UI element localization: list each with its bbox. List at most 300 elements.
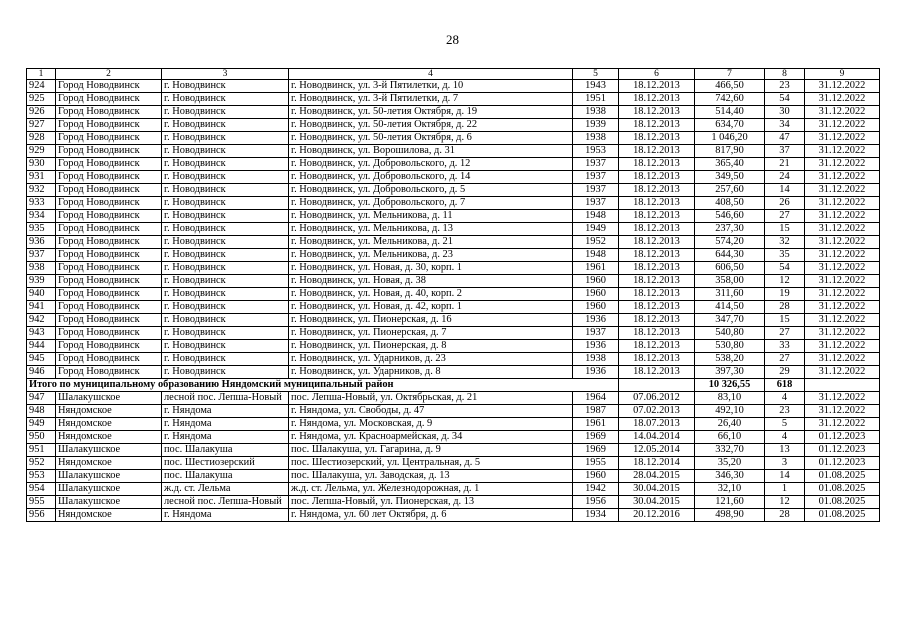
resettlement-deadline-cell: 31.12.2022 [805, 197, 880, 210]
residents-count-cell: 15 [765, 314, 805, 327]
municipality-cell: Няндомское [56, 431, 162, 444]
municipality-cell: Город Новодвинск [56, 197, 162, 210]
settlement-cell: пос. Шестиозерский [162, 457, 289, 470]
settlement-cell: г. Новодвинск [162, 119, 289, 132]
address-cell: г. Новодвинск, ул. Ударников, д. 8 [289, 366, 573, 379]
area-cell: 346,30 [695, 470, 765, 483]
year-built-cell: 1938 [573, 353, 619, 366]
resettlement-deadline-cell: 31.12.2022 [805, 223, 880, 236]
year-built-cell: 1948 [573, 249, 619, 262]
year-built-cell: 1948 [573, 210, 619, 223]
recognition-date-cell: 18.12.2013 [619, 132, 695, 145]
row-number-cell: 952 [27, 457, 56, 470]
row-number-cell: 942 [27, 314, 56, 327]
year-built-cell: 1938 [573, 132, 619, 145]
table-row [27, 210, 880, 223]
area-cell: 358,00 [695, 275, 765, 288]
resettlement-deadline-cell: 31.12.2022 [805, 171, 880, 184]
table-row [27, 184, 880, 197]
recognition-date-cell: 07.02.2013 [619, 405, 695, 418]
municipality-cell: Город Новодвинск [56, 145, 162, 158]
address-cell: г. Новодвинск, ул. Мельникова, д. 13 [289, 223, 573, 236]
residents-count-cell: 28 [765, 301, 805, 314]
year-built-cell: 1964 [573, 392, 619, 405]
settlement-cell: пос. Шалакуша [162, 470, 289, 483]
residents-count-cell: 37 [765, 145, 805, 158]
area-cell: 530,80 [695, 340, 765, 353]
column-header-5: 5 [573, 69, 619, 80]
recognition-date-cell: 20.12.2016 [619, 509, 695, 522]
settlement-cell: г. Новодвинск [162, 327, 289, 340]
year-built-cell: 1937 [573, 197, 619, 210]
address-cell: г. Новодвинск, ул. Новая, д. 42, корп. 1 [289, 301, 573, 314]
residents-count-cell: 14 [765, 184, 805, 197]
municipality-cell: Город Новодвинск [56, 132, 162, 145]
residents-count-cell: 21 [765, 158, 805, 171]
area-cell: 817,90 [695, 145, 765, 158]
residents-count-cell: 27 [765, 353, 805, 366]
area-cell: 332,70 [695, 444, 765, 457]
address-cell: ж.д. ст. Лельма, ул. Железнодорожная, д. 1 [289, 483, 573, 496]
row-number-cell: 951 [27, 444, 56, 457]
column-header-2: 2 [56, 69, 162, 80]
residents-count-cell: 12 [765, 496, 805, 509]
municipality-cell: Шалакушское [56, 444, 162, 457]
year-built-cell: 1936 [573, 340, 619, 353]
area-cell: 408,50 [695, 197, 765, 210]
housing-registry-table [26, 68, 880, 522]
resettlement-deadline-cell: 01.08.2025 [805, 470, 880, 483]
row-number-cell: 950 [27, 431, 56, 444]
municipality-cell: Город Новодвинск [56, 106, 162, 119]
area-cell: 574,20 [695, 236, 765, 249]
table-row [27, 93, 880, 106]
recognition-date-cell: 18.12.2013 [619, 327, 695, 340]
year-built-cell: 1955 [573, 457, 619, 470]
settlement-cell: г. Новодвинск [162, 223, 289, 236]
column-header-1: 1 [27, 69, 56, 80]
resettlement-deadline-cell: 31.12.2022 [805, 275, 880, 288]
year-built-cell: 1934 [573, 509, 619, 522]
address-cell: г. Новодвинск, ул. 50-летия Октября, д. 19 [289, 106, 573, 119]
column-header-7: 7 [695, 69, 765, 80]
year-built-cell: 1960 [573, 288, 619, 301]
residents-count-cell: 14 [765, 470, 805, 483]
resettlement-deadline-cell: 01.08.2025 [805, 509, 880, 522]
area-cell: 514,40 [695, 106, 765, 119]
municipality-cell: Город Новодвинск [56, 301, 162, 314]
row-number-cell: 944 [27, 340, 56, 353]
resettlement-deadline-cell: 31.12.2022 [805, 145, 880, 158]
row-number-cell: 929 [27, 145, 56, 158]
municipality-cell: Город Новодвинск [56, 340, 162, 353]
settlement-cell: г. Новодвинск [162, 132, 289, 145]
year-built-cell: 1943 [573, 80, 619, 93]
resettlement-deadline-cell: 31.12.2022 [805, 405, 880, 418]
year-built-cell: 1936 [573, 314, 619, 327]
area-cell: 466,50 [695, 80, 765, 93]
year-built-cell: 1969 [573, 444, 619, 457]
recognition-date-cell: 18.12.2013 [619, 210, 695, 223]
residents-count-cell: 35 [765, 249, 805, 262]
residents-count-cell: 23 [765, 405, 805, 418]
table-row [27, 366, 880, 379]
municipality-cell: Няндомское [56, 405, 162, 418]
address-cell: г. Новодвинск, ул. Мельникова, д. 11 [289, 210, 573, 223]
row-number-cell: 933 [27, 197, 56, 210]
residents-count-cell: 26 [765, 197, 805, 210]
table-row [27, 496, 880, 509]
column-header-9: 9 [805, 69, 880, 80]
area-cell: 498,90 [695, 509, 765, 522]
table-row [27, 171, 880, 184]
residents-count-cell: 33 [765, 340, 805, 353]
total-label: Итого по муниципальному образованию Няндомский муниципальный район [27, 379, 619, 392]
recognition-date-cell: 18.12.2013 [619, 366, 695, 379]
settlement-cell: г. Новодвинск [162, 288, 289, 301]
settlement-cell: г. Новодвинск [162, 93, 289, 106]
table-row [27, 470, 880, 483]
row-number-cell: 932 [27, 184, 56, 197]
recognition-date-cell: 18.12.2013 [619, 171, 695, 184]
resettlement-deadline-cell: 01.12.2023 [805, 444, 880, 457]
settlement-cell: г. Новодвинск [162, 210, 289, 223]
settlement-cell: г. Новодвинск [162, 353, 289, 366]
residents-count-cell: 3 [765, 457, 805, 470]
municipality-cell: Няндомское [56, 418, 162, 431]
row-number-cell: 941 [27, 301, 56, 314]
row-number-cell: 948 [27, 405, 56, 418]
table-row [27, 353, 880, 366]
resettlement-deadline-cell: 31.12.2022 [805, 184, 880, 197]
resettlement-deadline-cell: 31.12.2022 [805, 392, 880, 405]
municipality-cell: Город Новодвинск [56, 80, 162, 93]
address-cell: г. Новодвинск, ул. Мельникова, д. 21 [289, 236, 573, 249]
table-row [27, 444, 880, 457]
area-cell: 414,50 [695, 301, 765, 314]
row-number-cell: 930 [27, 158, 56, 171]
area-cell: 540,80 [695, 327, 765, 340]
recognition-date-cell: 14.04.2014 [619, 431, 695, 444]
row-number-cell: 925 [27, 93, 56, 106]
settlement-cell: г. Няндома [162, 509, 289, 522]
address-cell: г. Новодвинск, ул. 3-й Пятилетки, д. 7 [289, 93, 573, 106]
column-header-4: 4 [289, 69, 573, 80]
settlement-cell: г. Няндома [162, 431, 289, 444]
address-cell: пос. Шалакуша, ул. Гагарина, д. 9 [289, 444, 573, 457]
table-row [27, 132, 880, 145]
total-row [27, 379, 880, 392]
municipality-cell: Город Новодвинск [56, 119, 162, 132]
residents-count-cell: 32 [765, 236, 805, 249]
settlement-cell: г. Новодвинск [162, 249, 289, 262]
settlement-cell: г. Новодвинск [162, 262, 289, 275]
area-cell: 347,70 [695, 314, 765, 327]
settlement-cell: г. Новодвинск [162, 314, 289, 327]
year-built-cell: 1961 [573, 262, 619, 275]
row-number-cell: 947 [27, 392, 56, 405]
resettlement-deadline-cell: 31.12.2022 [805, 418, 880, 431]
year-built-cell: 1951 [573, 93, 619, 106]
table-row [27, 483, 880, 496]
table-row [27, 457, 880, 470]
residents-count-cell: 19 [765, 288, 805, 301]
row-number-cell: 956 [27, 509, 56, 522]
table-row [27, 119, 880, 132]
table-row [27, 145, 880, 158]
residents-count-cell: 13 [765, 444, 805, 457]
row-number-cell: 945 [27, 353, 56, 366]
residents-count-cell: 4 [765, 431, 805, 444]
resettlement-deadline-cell: 31.12.2022 [805, 106, 880, 119]
resettlement-deadline-cell: 31.12.2022 [805, 80, 880, 93]
area-cell: 546,60 [695, 210, 765, 223]
year-built-cell: 1937 [573, 327, 619, 340]
recognition-date-cell: 18.12.2013 [619, 119, 695, 132]
row-number-cell: 946 [27, 366, 56, 379]
area-cell: 121,60 [695, 496, 765, 509]
residents-count-cell: 15 [765, 223, 805, 236]
area-cell: 365,40 [695, 158, 765, 171]
table-row [27, 314, 880, 327]
area-cell: 35,20 [695, 457, 765, 470]
table-row [27, 509, 880, 522]
settlement-cell: ж.д. ст. Лельма [162, 483, 289, 496]
municipality-cell: Шалакушское [56, 483, 162, 496]
residents-count-cell: 27 [765, 327, 805, 340]
area-cell: 66,10 [695, 431, 765, 444]
resettlement-deadline-cell: 31.12.2022 [805, 262, 880, 275]
row-number-cell: 926 [27, 106, 56, 119]
table-row [27, 288, 880, 301]
address-cell: г. Новодвинск, ул. Новая, д. 40, корп. 2 [289, 288, 573, 301]
column-header-8: 8 [765, 69, 805, 80]
settlement-cell: г. Новодвинск [162, 171, 289, 184]
recognition-date-cell: 18.12.2013 [619, 314, 695, 327]
address-cell: г. Новодвинск, ул. Ворошилова, д. 31 [289, 145, 573, 158]
table-row [27, 275, 880, 288]
municipality-cell: Город Новодвинск [56, 262, 162, 275]
address-cell: г. Новодвинск, ул. Пионерская, д. 16 [289, 314, 573, 327]
table-row [27, 106, 880, 119]
municipality-cell: Няндомское [56, 509, 162, 522]
residents-count-cell: 28 [765, 509, 805, 522]
year-built-cell: 1938 [573, 106, 619, 119]
address-cell: пос. Шестиозерский, ул. Центральная, д. 5 [289, 457, 573, 470]
address-cell: г. Няндома, ул. Красноармейская, д. 34 [289, 431, 573, 444]
row-number-cell: 940 [27, 288, 56, 301]
address-cell: г. Новодвинск, ул. Пионерская, д. 8 [289, 340, 573, 353]
address-cell: г. Новодвинск, ул. Новая, д. 30, корп. 1 [289, 262, 573, 275]
recognition-date-cell: 28.04.2015 [619, 470, 695, 483]
table-row [27, 249, 880, 262]
address-cell: г. Новодвинск, ул. Новая, д. 38 [289, 275, 573, 288]
municipality-cell: Город Новодвинск [56, 314, 162, 327]
area-cell: 606,50 [695, 262, 765, 275]
year-built-cell: 1937 [573, 171, 619, 184]
municipality-cell: Город Новодвинск [56, 275, 162, 288]
row-number-cell: 943 [27, 327, 56, 340]
row-number-cell: 938 [27, 262, 56, 275]
settlement-cell: г. Новодвинск [162, 340, 289, 353]
table-row [27, 197, 880, 210]
year-built-cell: 1949 [573, 223, 619, 236]
recognition-date-cell: 18.12.2013 [619, 184, 695, 197]
resettlement-deadline-cell: 31.12.2022 [805, 210, 880, 223]
row-number-cell: 949 [27, 418, 56, 431]
table-row [27, 392, 880, 405]
recognition-date-cell: 18.12.2013 [619, 262, 695, 275]
table-row [27, 80, 880, 93]
row-number-cell: 953 [27, 470, 56, 483]
residents-count-cell: 1 [765, 483, 805, 496]
recognition-date-cell: 30.04.2015 [619, 483, 695, 496]
municipality-cell: Шалакушское [56, 392, 162, 405]
address-cell: г. Новодвинск, ул. Добровольского, д. 7 [289, 197, 573, 210]
recognition-date-cell: 18.12.2013 [619, 288, 695, 301]
year-built-cell: 1936 [573, 366, 619, 379]
table-row [27, 223, 880, 236]
settlement-cell: пос. Шалакуша [162, 444, 289, 457]
resettlement-deadline-cell: 31.12.2022 [805, 119, 880, 132]
recognition-date-cell: 18.12.2013 [619, 93, 695, 106]
table-row [27, 262, 880, 275]
resettlement-deadline-cell: 01.08.2025 [805, 483, 880, 496]
municipality-cell: Город Новодвинск [56, 223, 162, 236]
row-number-cell: 934 [27, 210, 56, 223]
year-built-cell: 1956 [573, 496, 619, 509]
resettlement-deadline-cell: 31.12.2022 [805, 353, 880, 366]
address-cell: пос. Лепша-Новый, ул. Октябрьская, д. 21 [289, 392, 573, 405]
municipality-cell: Город Новодвинск [56, 288, 162, 301]
recognition-date-cell: 12.05.2014 [619, 444, 695, 457]
address-cell: г. Новодвинск, ул. Пионерская, д. 7 [289, 327, 573, 340]
resettlement-deadline-cell: 31.12.2022 [805, 249, 880, 262]
area-cell: 349,50 [695, 171, 765, 184]
total-area-cell: 10 326,55 [695, 379, 765, 392]
page-number: 28 [446, 32, 459, 47]
residents-count-cell: 24 [765, 171, 805, 184]
area-cell: 311,60 [695, 288, 765, 301]
year-built-cell: 1952 [573, 236, 619, 249]
residents-count-cell: 27 [765, 210, 805, 223]
year-built-cell: 1960 [573, 470, 619, 483]
year-built-cell: 1942 [573, 483, 619, 496]
area-cell: 237,30 [695, 223, 765, 236]
resettlement-deadline-cell: 31.12.2022 [805, 158, 880, 171]
resettlement-deadline-cell: 31.12.2022 [805, 132, 880, 145]
recognition-date-cell: 18.12.2013 [619, 353, 695, 366]
address-cell: г. Няндома, ул. Московская, д. 9 [289, 418, 573, 431]
municipality-cell: Город Новодвинск [56, 93, 162, 106]
residents-count-cell: 54 [765, 93, 805, 106]
area-cell: 644,30 [695, 249, 765, 262]
municipality-cell: Няндомское [56, 457, 162, 470]
table-row [27, 327, 880, 340]
municipality-cell: Город Новодвинск [56, 249, 162, 262]
residents-count-cell: 47 [765, 132, 805, 145]
settlement-cell: г. Новодвинск [162, 275, 289, 288]
residents-count-cell: 29 [765, 366, 805, 379]
settlement-cell: г. Новодвинск [162, 366, 289, 379]
row-number-cell: 935 [27, 223, 56, 236]
row-number-cell: 928 [27, 132, 56, 145]
resettlement-deadline-cell: 31.12.2022 [805, 301, 880, 314]
recognition-date-cell: 18.12.2013 [619, 145, 695, 158]
resettlement-deadline-cell: 31.12.2022 [805, 288, 880, 301]
column-number-row [27, 69, 880, 80]
area-cell: 538,20 [695, 353, 765, 366]
area-cell: 397,30 [695, 366, 765, 379]
total-empty-cell [805, 379, 880, 392]
municipality-cell: Шалакушское [56, 496, 162, 509]
year-built-cell: 1960 [573, 301, 619, 314]
recognition-date-cell: 18.12.2013 [619, 223, 695, 236]
settlement-cell: лесной пос. Лепша-Новый [162, 496, 289, 509]
residents-count-cell: 54 [765, 262, 805, 275]
address-cell: г. Новодвинск, ул. Добровольского, д. 14 [289, 171, 573, 184]
residents-count-cell: 5 [765, 418, 805, 431]
resettlement-deadline-cell: 01.12.2023 [805, 431, 880, 444]
year-built-cell: 1939 [573, 119, 619, 132]
resettlement-deadline-cell: 01.12.2023 [805, 457, 880, 470]
area-cell: 32,10 [695, 483, 765, 496]
column-header-6: 6 [619, 69, 695, 80]
resettlement-deadline-cell: 31.12.2022 [805, 93, 880, 106]
area-cell: 257,60 [695, 184, 765, 197]
recognition-date-cell: 18.12.2013 [619, 236, 695, 249]
resettlement-deadline-cell: 31.12.2022 [805, 327, 880, 340]
municipality-cell: Город Новодвинск [56, 171, 162, 184]
row-number-cell: 954 [27, 483, 56, 496]
recognition-date-cell: 30.04.2015 [619, 496, 695, 509]
table-row [27, 405, 880, 418]
area-cell: 742,60 [695, 93, 765, 106]
resettlement-deadline-cell: 31.12.2022 [805, 366, 880, 379]
residents-count-cell: 34 [765, 119, 805, 132]
residents-count-cell: 4 [765, 392, 805, 405]
row-number-cell: 931 [27, 171, 56, 184]
table-row [27, 158, 880, 171]
recognition-date-cell: 18.12.2014 [619, 457, 695, 470]
address-cell: г. Новодвинск, ул. 3-й Пятилетки, д. 10 [289, 80, 573, 93]
year-built-cell: 1960 [573, 275, 619, 288]
settlement-cell: лесной пос. Лепша-Новый [162, 392, 289, 405]
recognition-date-cell: 18.12.2013 [619, 197, 695, 210]
residents-count-cell: 12 [765, 275, 805, 288]
table-row [27, 340, 880, 353]
municipality-cell: Город Новодвинск [56, 353, 162, 366]
settlement-cell: г. Новодвинск [162, 145, 289, 158]
year-built-cell: 1937 [573, 184, 619, 197]
settlement-cell: г. Новодвинск [162, 80, 289, 93]
settlement-cell: г. Няндома [162, 405, 289, 418]
recognition-date-cell: 18.12.2013 [619, 80, 695, 93]
recognition-date-cell: 18.12.2013 [619, 158, 695, 171]
area-cell: 1 046,20 [695, 132, 765, 145]
address-cell: г. Новодвинск, ул. Добровольского, д. 5 [289, 184, 573, 197]
settlement-cell: г. Новодвинск [162, 106, 289, 119]
resettlement-deadline-cell: 31.12.2022 [805, 236, 880, 249]
municipality-cell: Город Новодвинск [56, 210, 162, 223]
row-number-cell: 955 [27, 496, 56, 509]
resettlement-deadline-cell: 31.12.2022 [805, 314, 880, 327]
residents-count-cell: 30 [765, 106, 805, 119]
resettlement-deadline-cell: 01.08.2025 [805, 496, 880, 509]
area-cell: 83,10 [695, 392, 765, 405]
table-row [27, 431, 880, 444]
address-cell: пос. Лепша-Новый, ул. Пионерская, д. 13 [289, 496, 573, 509]
